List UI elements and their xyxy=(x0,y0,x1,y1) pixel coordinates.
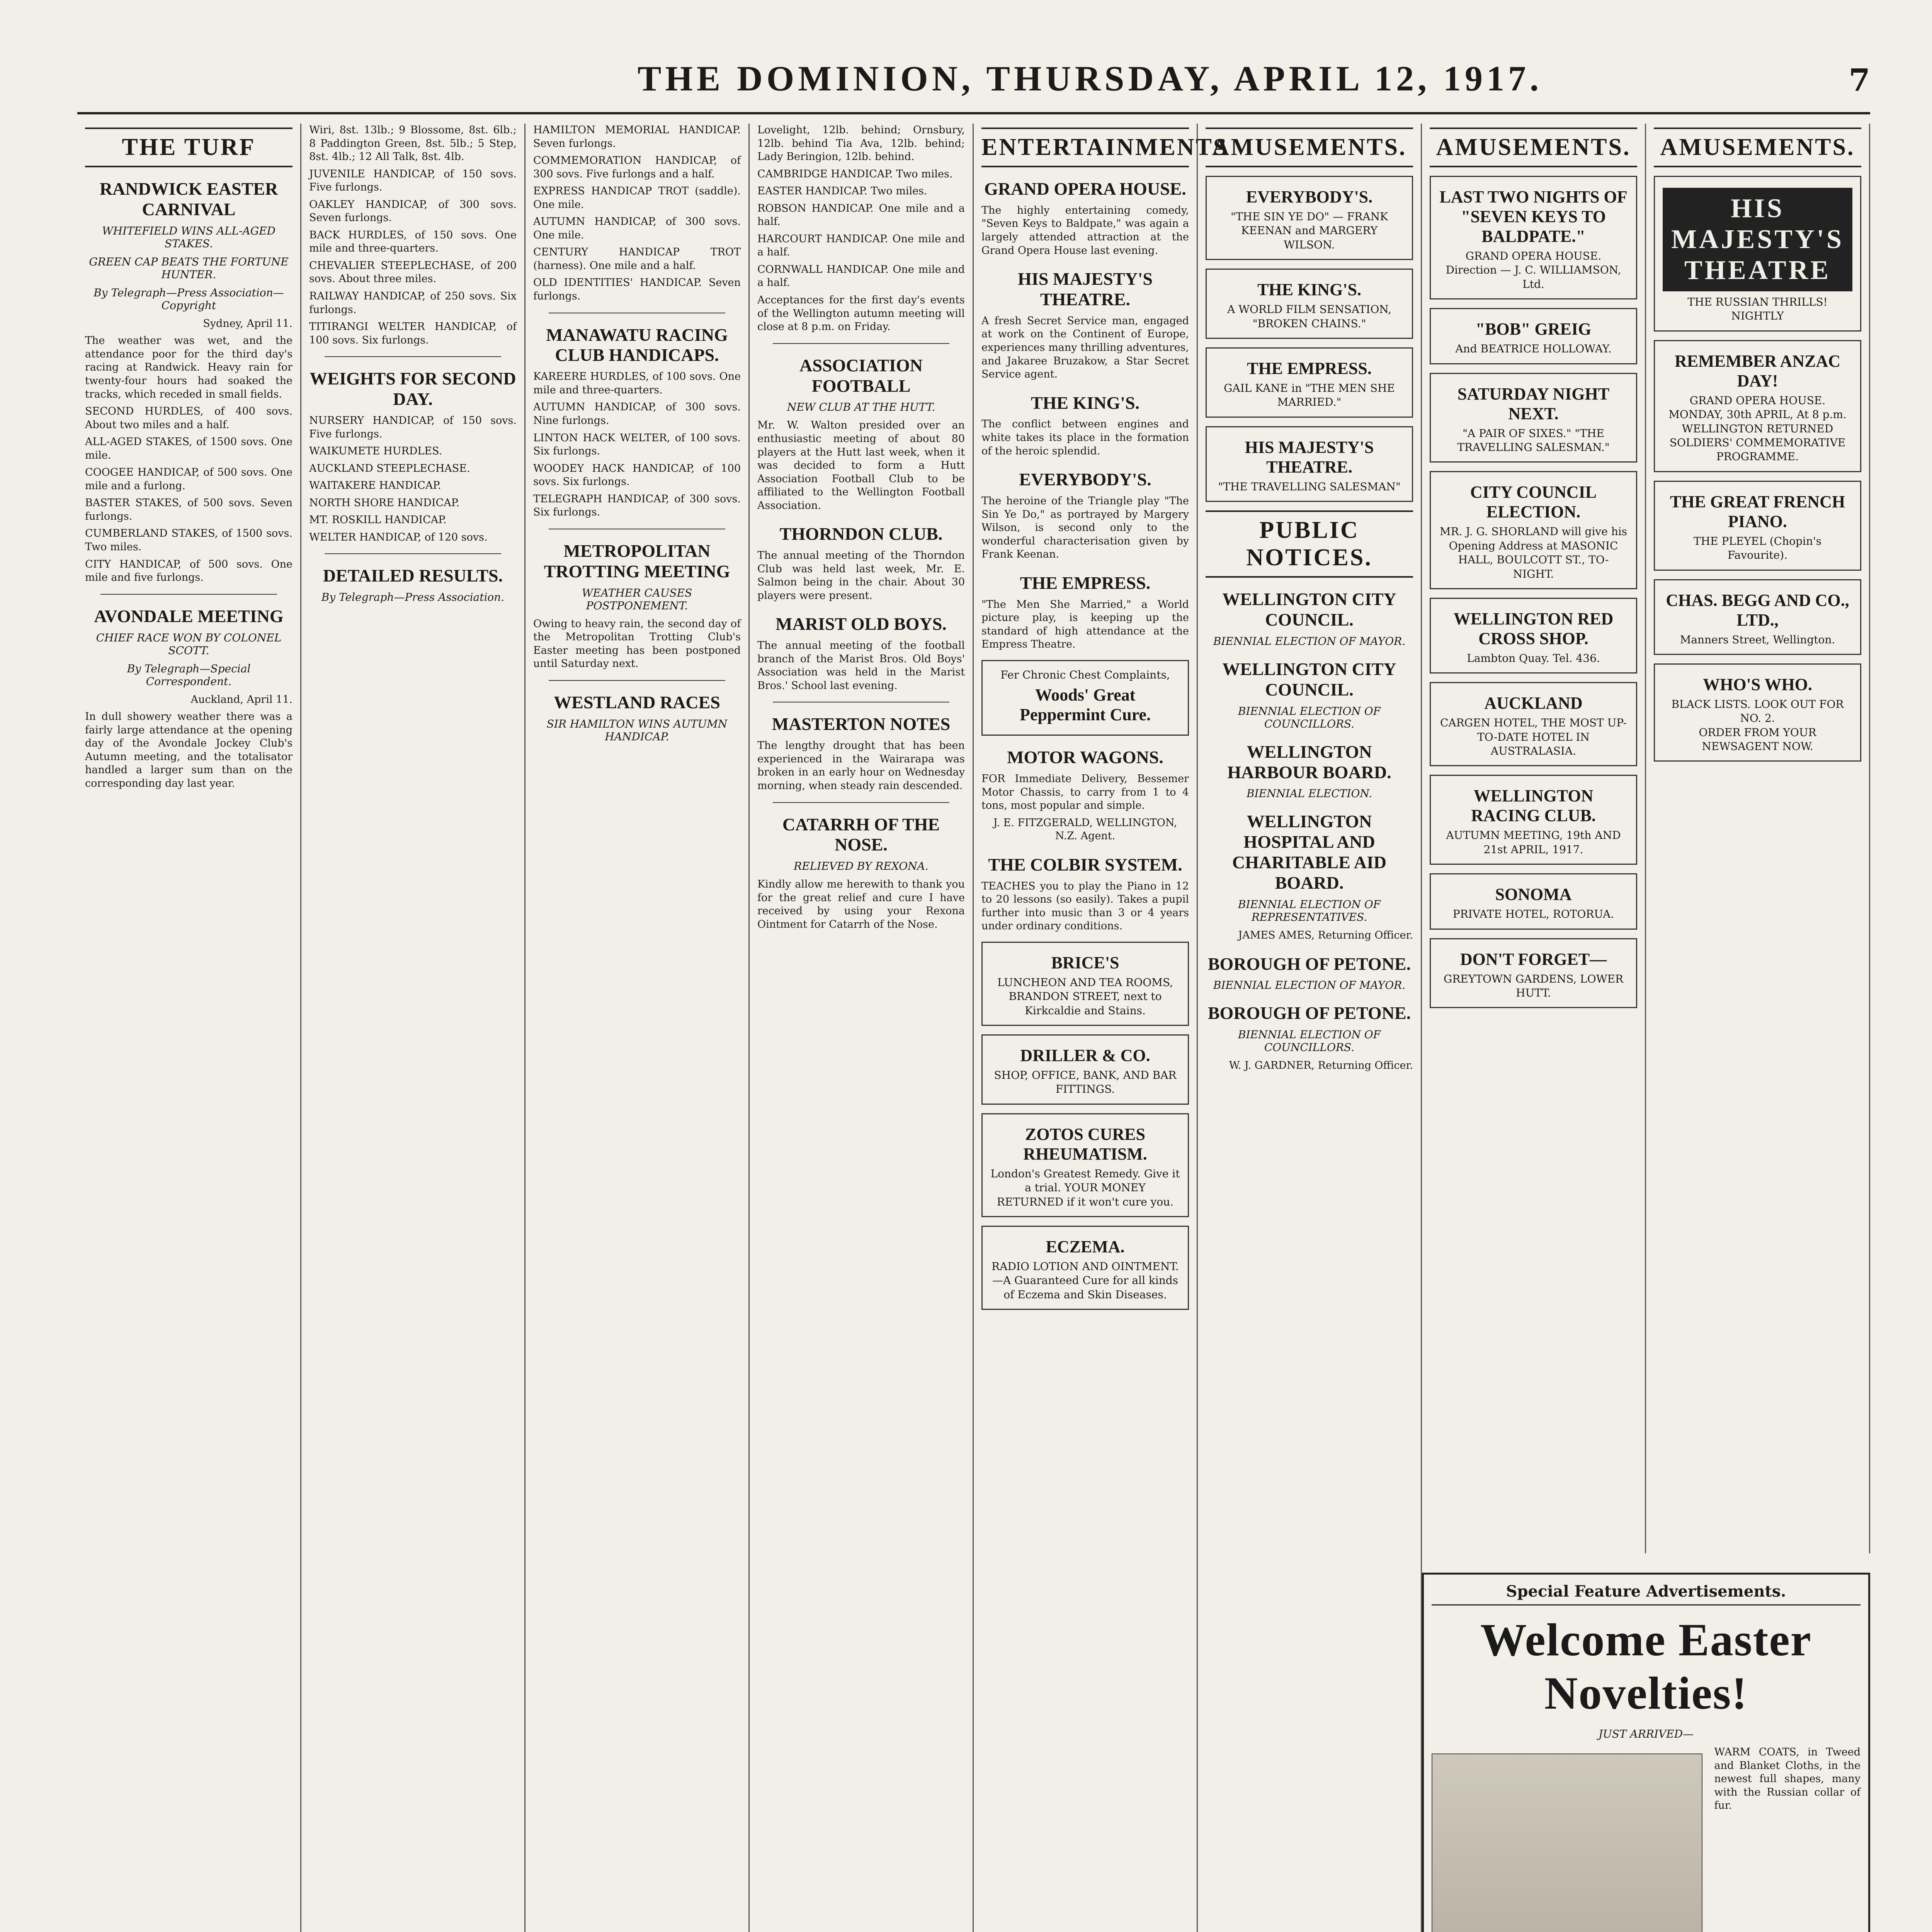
ad-text: SHOP, OFFICE, BANK, AND BAR FITTINGS. xyxy=(994,1069,1177,1096)
ad-text: AUTUMN MEETING, 19th AND 21st APRIL, 1917. xyxy=(1446,829,1621,856)
section-title: AMUSEMENTS. xyxy=(1654,128,1861,167)
race-title: CITY HANDICAP, of 500 sovs. One mile and five furlongs. xyxy=(85,558,293,584)
ad-text: And BEATRICE HOLLOWAY. xyxy=(1455,342,1612,355)
article-heading: MANAWATU RACING CLUB HANDICAPS. xyxy=(546,325,728,365)
notice-heading: WELLINGTON CITY COUNCIL. xyxy=(1222,589,1396,630)
ad-text: RADIO LOTION AND OINTMENT.—A Guaranteed Cure for all kinds of Eczema and Skin Diseases. xyxy=(992,1260,1179,1301)
article-text: Acceptances for the first day's events of the Wellington autumn meeting will close at 8 p.m. on Friday. xyxy=(757,294,965,333)
divider xyxy=(325,356,501,357)
ad-title: "BOB" GREIG xyxy=(1475,320,1592,339)
ad-title: WELLINGTON RACING CLUB. xyxy=(1471,786,1596,825)
race-title: WAIKUMETE HURDLES. xyxy=(309,445,442,457)
article-heading: THE KING'S. xyxy=(1031,393,1140,413)
section-title: PUBLIC NOTICES. xyxy=(1206,510,1413,578)
advertisement xyxy=(1206,269,1413,339)
article-heading: WEIGHTS FOR SECOND DAY. xyxy=(310,369,516,409)
article-subheading: RELIEVED BY REXONA. xyxy=(794,860,929,873)
ad-title: SATURDAY NIGHT NEXT. xyxy=(1457,384,1610,423)
advertisement xyxy=(1430,308,1637,364)
article-text: The lengthy drought that has been experienced in the Wairarapa was broken in an early hour on Wednesday morning, when steady rain descended. xyxy=(757,740,965,792)
ad-text: A WORLD FILM SENSATION, "BROKEN CHAINS." xyxy=(1227,303,1391,330)
advertisement xyxy=(981,1226,1189,1310)
ad-title: HIS MAJESTY'S THEATRE. xyxy=(1245,437,1374,476)
article-text: The heroine of the Triangle play "The Sin Ye Do," as portrayed by Margery Wilson, is second only to the wonderful characterisation given by Frank Keenan. xyxy=(981,495,1189,561)
byline: By Telegraph—Special Correspondent. xyxy=(127,662,251,688)
ad-text: Manners Street, Wellington. xyxy=(1680,633,1835,646)
article-subheading: CHIEF RACE WON BY COLONEL SCOTT. xyxy=(96,631,282,657)
article-subheading: NEW CLUB AT THE HUTT. xyxy=(787,401,935,414)
article-text: The annual meeting of the Thorndon Club was held last week, Mr. E. Salmon being in the chair. About 30 players were present. xyxy=(757,549,965,602)
race-title: WELTER HANDICAP, of 120 sovs. xyxy=(309,531,488,543)
article-text: "The Men She Married," a World picture play, is keeping up the standard of high attendance at the Empress Theatre. xyxy=(981,598,1189,651)
notice-signature: JAMES AMES, Returning Officer. xyxy=(1238,929,1413,942)
dateline: Sydney, April 11. xyxy=(203,317,293,330)
notice-subheading: BIENNIAL ELECTION OF COUNCILLORS. xyxy=(1238,704,1381,730)
race-title: RAILWAY HANDICAP, of 250 sovs. Six furlongs. xyxy=(309,290,517,316)
race-title: CHEVALIER STEEPLECHASE, of 200 sovs. About three miles. xyxy=(309,259,517,285)
race-title: JUVENILE HANDICAP, of 150 sovs. Five furlongs. xyxy=(309,168,517,194)
article-heading: MOTOR WAGONS. xyxy=(1007,747,1163,767)
notice-subheading: BIENNIAL ELECTION OF COUNCILLORS. xyxy=(1238,1028,1381,1054)
race-title: MT. ROSKILL HANDICAP. xyxy=(309,514,447,526)
byline: By Telegraph—Press Association. xyxy=(321,591,505,604)
article-heading: DETAILED RESULTS. xyxy=(323,566,503,586)
race-title: EASTER HANDICAP. Two miles. xyxy=(757,185,927,197)
ad-subheading: JUST ARRIVED— xyxy=(1598,1728,1694,1740)
notice-heading: WELLINGTON HOSPITAL AND CHARITABLE AID BOARD. xyxy=(1232,811,1387,893)
ad-text: WARM COATS, in Tweed and Blanket Cloths, in the newest full shapes, many with the Russian collar of fur. xyxy=(1714,1746,1861,1812)
race-title: CUMBERLAND STAKES, of 1500 sovs. Two miles. xyxy=(85,527,293,553)
ad-title: ECZEMA. xyxy=(1046,1237,1125,1257)
ad-title: WELLINGTON RED CROSS SHOP. xyxy=(1453,609,1614,648)
advertisement xyxy=(1206,176,1413,260)
notice-subheading: BIENNIAL ELECTION. xyxy=(1246,787,1372,800)
newspaper-title: THE DOMINION, THURSDAY, APRIL 12, 1917. xyxy=(638,59,1543,98)
advertisement xyxy=(981,660,1189,736)
advertisement xyxy=(1654,579,1861,655)
advertisement xyxy=(1654,176,1861,332)
notice-heading: BOROUGH OF PETONE. xyxy=(1208,954,1411,974)
race-title: WAITAKERE HANDICAP. xyxy=(309,480,441,492)
article-text: The annual meeting of the football branch of the Marist Bros. Old Boys' Association was held in the Marist Bros.' School last evening. xyxy=(757,639,965,692)
column-handicaps xyxy=(526,124,750,1932)
byline: By Telegraph—Press Association—Copyright xyxy=(94,286,284,312)
ad-title: BRICE'S xyxy=(1051,953,1119,972)
ad-text: THE PLEYEL (Chopin's Favourite). xyxy=(1694,534,1821,562)
divider xyxy=(325,553,501,554)
race-title: WOODEY HACK HANDICAP, of 100 sovs. Six furlongs. xyxy=(533,462,741,488)
article-subheading: WEATHER CAUSES POSTPONEMENT. xyxy=(582,586,692,612)
ad-signature: J. E. FITZGERALD, WELLINGTON, N.Z. Agent. xyxy=(993,816,1177,842)
section-title: AMUSEMENTS. xyxy=(1206,128,1413,167)
ad-title: SONOMA xyxy=(1495,885,1572,904)
advertisement xyxy=(1206,347,1413,418)
ad-text: THE RUSSIAN THRILLS! NIGHTLY xyxy=(1687,296,1828,323)
race-title: LINTON HACK WELTER, of 100 sovs. Six furlongs. xyxy=(533,432,741,457)
race-title: AUTUMN HANDICAP, of 300 sovs. Nine furlongs. xyxy=(533,401,741,427)
article-heading: MASTERTON NOTES xyxy=(772,714,951,734)
article-heading: RANDWICK EASTER CARNIVAL xyxy=(99,179,278,219)
article-heading: HIS MAJESTY'S THEATRE. xyxy=(1018,269,1153,309)
advertisement xyxy=(1654,481,1861,571)
ad-title: ZOTOS CURES RHEUMATISM. xyxy=(1023,1124,1147,1163)
race-title: BASTER STAKES, of 500 sovs. Seven furlongs. xyxy=(85,497,293,522)
article-text: The highly entertaining comedy, "Seven Keys to Baldpate," was again a largely attended attraction at the Grand Opera House last evening. xyxy=(981,204,1189,257)
advertisement xyxy=(981,1034,1189,1105)
notice-signature: W. J. GARDNER, Returning Officer. xyxy=(1229,1060,1413,1072)
article-text: Owing to heavy rain, the second day of the Metropolitan Trotting Club's Easter meeting has been postponed until Saturday next. xyxy=(533,617,741,670)
article-heading: EVERYBODY'S. xyxy=(1019,469,1151,490)
ad-text: LUNCHEON AND TEA ROOMS, BRANDON STREET, next to Kirkcaldie and Stains. xyxy=(997,976,1173,1017)
article-text: TEACHES you to play the Piano in 12 to 20 lessons (so easily). Takes a pupil further into music than 3 or 4 years under ordinary conditions. xyxy=(981,880,1189,932)
ad-text: MR. J. G. SHORLAND will give his Opening Address at MASONIC HALL, BOULCOTT ST., TO-NIGHT. xyxy=(1439,525,1628,580)
column-amusements xyxy=(1422,124,1646,1553)
race-title: COOGEE HANDICAP, of 500 sovs. One mile and a furlong. xyxy=(85,466,293,492)
ad-text: CARGEN HOTEL, THE MOST UP-TO-DATE HOTEL IN AUSTRALASIA. xyxy=(1440,716,1627,758)
ad-title: CHAS. BEGG AND CO., LTD., xyxy=(1666,590,1849,629)
ad-title: THE EMPRESS. xyxy=(1247,359,1372,378)
article-heading: MARIST OLD BOYS. xyxy=(776,614,947,634)
advertisement xyxy=(1654,340,1861,472)
article-text: Mr. W. Walton presided over an enthusiastic meeting of about 80 players at the Hutt last week, when it was decided to form a Hutt Association Football Club to be affiliated to the Wellington Football Association. xyxy=(757,419,965,512)
ad-title: EVERYBODY'S. xyxy=(1246,187,1373,206)
article-text: In dull showery weather there was a fairly large attendance at the opening day of the Avondale Jockey Club's Autumn meeting, and the totalisator handled a larger sum than on the corresponding day last year. xyxy=(85,711,293,789)
article-text: The weather was wet, and the attendance poor for the third day's racing at Randwick. Heavy rain for twenty-four hours had soaked the tracks, which receded in small fields. xyxy=(85,335,293,400)
advertisement xyxy=(1430,598,1637,673)
article-text: The conflict between engines and white takes its place in the formation of the heroic splendid. xyxy=(981,418,1189,457)
advertisement xyxy=(1430,775,1637,865)
ad-text: GRAND OPERA HOUSE. Direction — J. C. WILLIAMSON, Ltd. xyxy=(1446,250,1621,291)
column-amusements-2 xyxy=(1646,124,1870,1553)
dateline: Auckland, April 11. xyxy=(190,693,293,706)
notice-heading: WELLINGTON HARBOUR BOARD. xyxy=(1227,742,1391,782)
article-heading: ASSOCIATION FOOTBALL xyxy=(799,355,923,396)
fashion-illustration xyxy=(1432,1753,1702,1932)
divider xyxy=(773,343,949,344)
advertisement xyxy=(981,1113,1189,1217)
race-title: OLD IDENTITIES' HANDICAP. Seven furlongs. xyxy=(533,277,741,303)
race-title: SECOND HURDLES, of 400 sovs. About two miles and a half. xyxy=(85,405,293,431)
section-title: AMUSEMENTS. xyxy=(1430,128,1637,167)
advertisement xyxy=(1430,373,1637,463)
section-title: THE TURF xyxy=(85,128,293,167)
race-title: BACK HURDLES, of 150 sovs. One mile and three-quarters. xyxy=(309,229,517,255)
article-heading: WESTLAND RACES xyxy=(554,692,720,712)
race-title: CAMBRIDGE HANDICAP. Two miles. xyxy=(757,168,953,180)
column-public-notices xyxy=(1198,124,1422,1932)
column-sport xyxy=(750,124,974,1932)
ad-title: DRILLER & CO. xyxy=(1020,1046,1150,1065)
race-title: HAMILTON MEMORIAL HANDICAP. Seven furlongs. xyxy=(533,124,741,150)
ad-text: GAIL KANE in "THE MEN SHE MARRIED." xyxy=(1224,381,1395,409)
ad-text: Lambton Quay. Tel. 436. xyxy=(1467,651,1600,665)
race-title: OAKLEY HANDICAP, of 300 sovs. Seven furlongs. xyxy=(309,198,517,224)
ad-text: Woods' Great Peppermint Cure. xyxy=(1020,685,1151,724)
race-title: CENTURY HANDICAP TROT (harness). One mile and a half. xyxy=(533,246,741,272)
ad-text: GRAND OPERA HOUSE. MONDAY, 30th APRIL, At 8 p.m. WELLINGTON RETURNED SOLDIERS' COMMEMORATIVE PROGRAMME. xyxy=(1668,394,1847,463)
race-title: HARCOURT HANDICAP. One mile and a half. xyxy=(757,233,965,259)
notice-subheading: BIENNIAL ELECTION OF MAYOR. xyxy=(1213,634,1406,648)
columns xyxy=(77,124,1870,1932)
column-racing-results xyxy=(301,124,526,1932)
notice-heading: WELLINGTON CITY COUNCIL. xyxy=(1222,659,1396,699)
advertisement xyxy=(1430,471,1637,589)
ad-title: THE GREAT FRENCH PIANO. xyxy=(1670,492,1845,531)
race-title: TITIRANGI WELTER HANDICAP, of 100 sovs. Six furlongs. xyxy=(309,321,517,346)
ad-text: ORDER FROM YOUR NEWSAGENT NOW. xyxy=(1699,726,1816,753)
ad-text: "THE SIN YE DO" — FRANK KEENAN and MARGERY WILSON. xyxy=(1230,210,1388,251)
article-text: FOR Immediate Delivery, Bessemer Motor Chassis, to carry from 1 to 4 tons, most popular and simple. xyxy=(981,773,1189,812)
article-heading: CATARRH OF THE NOSE. xyxy=(782,814,940,855)
article-text: Kindly allow me herewith to thank you for the great relief and cure I have received by using your Rexona Ointment for Catarrh of the Nose. xyxy=(757,878,965,930)
ad-text: BLACK LISTS. LOOK OUT FOR NO. 2. xyxy=(1671,697,1844,725)
article-text: Wiri, 8st. 13lb.; 9 Blossome, 8st. 6lb.; 8 Paddington Green, 8st. 5lb.; 5 Step, 8st. 4lb.; 12 All Talk, 8st. 4lb. xyxy=(309,124,517,163)
ad-text: London's Greatest Remedy. Give it a trial. YOUR MONEY RETURNED if it won't cure you. xyxy=(990,1167,1180,1208)
race-title: ROBSON HANDICAP. One mile and a half. xyxy=(757,202,965,228)
ad-title: LAST TWO NIGHTS OF "SEVEN KEYS TO BALDPATE." xyxy=(1439,187,1628,246)
ad-text: GREYTOWN GARDENS, LOWER HUTT. xyxy=(1443,972,1624,1000)
article-heading: GRAND OPERA HOUSE. xyxy=(984,179,1186,199)
ad-title: HIS MAJESTY'S THEATRE xyxy=(1663,188,1852,291)
advertisement xyxy=(1430,873,1637,929)
article-subheading: GREEN CAP BEATS THE FORTUNE HUNTER. xyxy=(89,255,289,281)
advertisement xyxy=(1430,176,1637,299)
race-title: EXPRESS HANDICAP TROT (saddle). One mile. xyxy=(533,185,741,211)
special-feature-advertisement xyxy=(1422,1573,1870,1932)
ad-text: "A PAIR OF SIXES." "THE TRAVELLING SALESMAN." xyxy=(1457,427,1610,454)
ad-title: AUCKLAND xyxy=(1484,694,1583,713)
race-title: AUTUMN HANDICAP, of 300 sovs. One mile. xyxy=(533,216,741,241)
page-number: 7 xyxy=(1849,62,1870,98)
race-title: TELEGRAPH HANDICAP, of 300 sovs. Six furlongs. xyxy=(533,493,741,519)
advertisement xyxy=(1206,426,1413,502)
race-title: ALL-AGED STAKES, of 1500 sovs. One mile. xyxy=(85,436,293,461)
notice-subheading: BIENNIAL ELECTION OF REPRESENTATIVES. xyxy=(1238,898,1381,924)
article-heading: THORNDON CLUB. xyxy=(779,524,943,544)
notice-heading: BOROUGH OF PETONE. xyxy=(1208,1003,1411,1023)
article-subheading: WHITEFIELD WINS ALL-AGED STAKES. xyxy=(102,224,276,250)
article-subheading: SIR HAMILTON WINS AUTUMN HANDICAP. xyxy=(546,717,728,743)
advertisement xyxy=(1654,663,1861,762)
divider xyxy=(773,802,949,803)
advertisement xyxy=(1430,682,1637,766)
article-text: A fresh Secret Service man, engaged at work on the Continent of Europe, experiences many thrilling adventures, and Jakaree Bruzakow, a Star Secret Service agent. xyxy=(981,315,1189,381)
ad-title: WHO'S WHO. xyxy=(1703,675,1812,694)
ad-title: REMEMBER ANZAC DAY! xyxy=(1674,351,1841,390)
race-title: NURSERY HANDICAP, of 150 sovs. Five furlongs. xyxy=(309,414,517,440)
section-title: ENTERTAINMENTS xyxy=(981,128,1189,167)
divider xyxy=(100,594,277,595)
ad-title: Fer Chronic Chest Complaints, xyxy=(1000,668,1170,681)
advertisement xyxy=(1430,938,1637,1009)
ad-title: CITY COUNCIL ELECTION. xyxy=(1470,483,1597,522)
article-text: Lovelight, 12lb. behind; Ornsbury, 12lb. behind Tia Ava, 12lb. behind; Lady Beringion, 12lb. behind. xyxy=(757,124,965,163)
article-heading: THE COLBIR SYSTEM. xyxy=(988,854,1182,874)
advertisement xyxy=(981,942,1189,1026)
notice-subheading: BIENNIAL ELECTION OF MAYOR. xyxy=(1213,979,1406,992)
ad-headline: Welcome Easter Novelties! xyxy=(1480,1614,1812,1719)
article-heading: THE EMPRESS. xyxy=(1020,573,1151,593)
ad-title: DON'T FORGET— xyxy=(1460,949,1607,969)
column-entertainments xyxy=(974,124,1228,1932)
masthead xyxy=(77,54,1870,114)
ad-text: "THE TRAVELLING SALESMAN" xyxy=(1218,480,1401,493)
race-title: COMMEMORATION HANDICAP, of 300 sovs. Five furlongs and a half. xyxy=(533,155,741,180)
race-title: CORNWALL HANDICAP. One mile and a half. xyxy=(757,263,965,289)
race-title: AUCKLAND STEEPLECHASE. xyxy=(309,462,470,474)
race-title: KAREERE HURDLES, of 100 sovs. One mile and three-quarters. xyxy=(533,371,741,396)
divider xyxy=(549,680,725,681)
article-heading: METROPOLITAN TROTTING MEETING xyxy=(544,541,730,581)
article-heading: AVONDALE MEETING xyxy=(94,606,284,626)
column-turf xyxy=(77,124,301,1932)
ad-text: PRIVATE HOTEL, ROTORUA. xyxy=(1452,908,1614,921)
race-title: NORTH SHORE HANDICAP. xyxy=(309,497,459,509)
ad-header: Special Feature Advertisements. xyxy=(1432,1582,1861,1605)
ad-title: THE KING'S. xyxy=(1257,280,1361,299)
